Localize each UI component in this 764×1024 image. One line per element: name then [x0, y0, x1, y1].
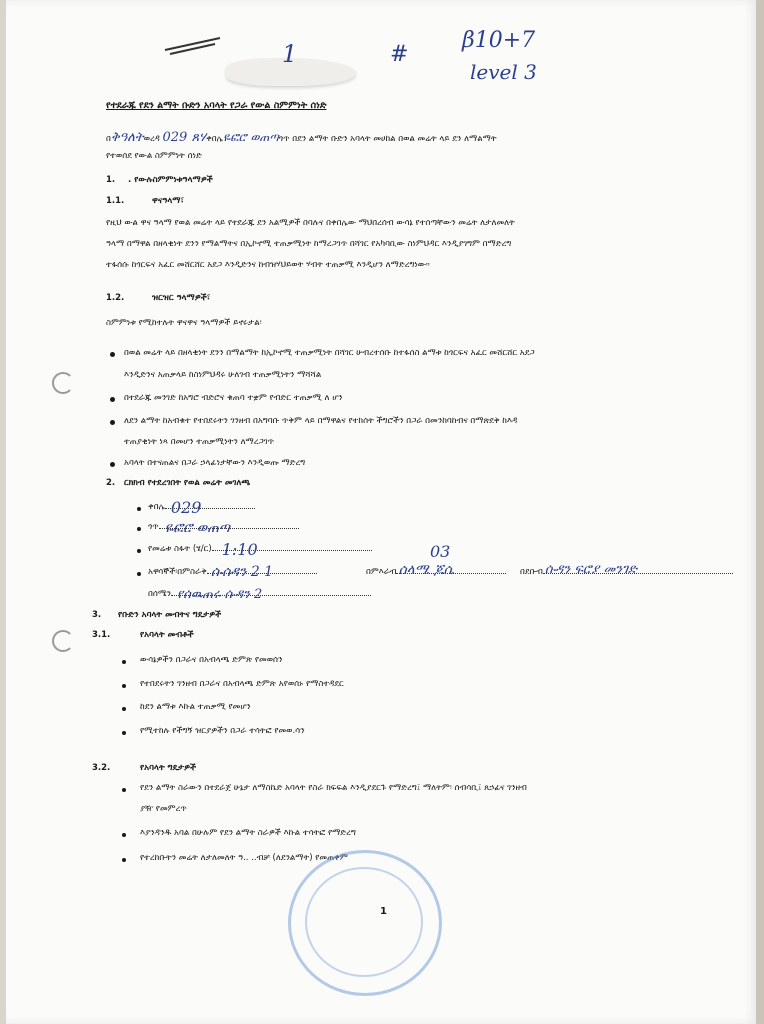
- pen-stroke-mark: [160, 30, 230, 60]
- list-bullet: [110, 352, 115, 357]
- section-3-2-title: የአባላት ግዴታዎች: [140, 763, 197, 773]
- punch-hole: [52, 372, 74, 394]
- paragraph-line: የዚህ ውል ዋና ዓላማ የወል መሬት ላይ የተደራጁ ደን አልሚዎች በባሉና በቀበሌው ማህበረሰብ ውሳኔ የተሰጣቸውን መሬት ለታለመለት: [106, 218, 515, 228]
- list-bullet: [110, 420, 115, 425]
- section-1-2-number: 1.2.: [106, 293, 125, 303]
- section-1-1-number: 1.1.: [106, 196, 125, 206]
- list-bullet: [137, 549, 141, 553]
- handwritten-code: β10+7: [462, 28, 536, 53]
- list-bullet: [122, 731, 126, 735]
- field-south-boundary: በደቡብ ሱዳን ፍሮያ መንገድ: [520, 567, 733, 577]
- section-1-2-intro: ስምምነቱ የሚከተሉት ዋናዋና ዓላማዎች ይኖሩታል፡: [106, 318, 262, 328]
- list-bullet: [137, 572, 141, 576]
- page-number: 1: [380, 906, 387, 917]
- field-east-boundary: አዋሳኞች፡በምስራቅ ሱሰዳን 2 1: [148, 567, 317, 577]
- intro-line-1: በቅዓለትወረዳ 029 ጸሃቀበሌዬፎሮ ወጠጣጎጥ በደን ልማት ቡድን አባላት መሀከል በወል መሬት ላይ ደን ለማልማት: [106, 130, 497, 145]
- paragraph-line: ተፋሰሱ ከጎርፍና አፈር መሸርሸር አደጋ እንዲድንና ከብዝሃህይወት ሃብት ተጠቃሚ እንዲሆን ለማድረግነው።: [106, 260, 430, 270]
- section-3-1-number: 3.1.: [92, 630, 111, 640]
- list-item: በተደራጁ መንገድ ከአግሮ ብድሮና ቁጠባ ተቋም የብድር ተጠቃሚ ለ ሆን: [124, 393, 343, 403]
- field-kebele: ቀበሌ 029: [148, 502, 255, 512]
- list-bullet: [137, 527, 141, 531]
- section-2-number: 2.: [106, 478, 116, 488]
- official-stamp: [288, 850, 442, 996]
- section-3-title: የቡድን አባላት መብትና ግዴታዎች: [118, 610, 222, 620]
- list-item: የሚተከሉ የችግኝ ዝርያዎችን በጋራ ተሳትፎ የመወ.ሳን: [140, 726, 305, 736]
- list-item: ውሳኔዎችን በጋራና በአብላጫ ድምጽ የመወሰን: [140, 655, 283, 665]
- handwritten-level: level 3: [470, 60, 537, 84]
- list-item-continuation: ያዥ የመምረጥ: [140, 804, 187, 814]
- field-west-boundary: በምእራብ ሰላሜ ጆሴ: [366, 567, 506, 577]
- field-size: የመሬቱ ስፋት (ሄ/ር) 1:10: [148, 544, 372, 554]
- list-bullet: [122, 788, 126, 792]
- list-bullet: [122, 858, 126, 862]
- list-item: አባላት በተናጠልና በጋራ ኃላፊነታቸውን እንዲወጡ ማድረግ: [124, 458, 306, 468]
- section-3-2-number: 3.2.: [92, 763, 111, 773]
- list-bullet: [137, 507, 141, 511]
- handwritten-note: 03: [430, 542, 451, 561]
- list-item-continuation: ተጠያቂነት ነጻ በመሆን ተጠቃሚነትን ለማረጋገጥ: [124, 437, 275, 447]
- section-2-title: ርክክብ የተደረገበት የወል መሬት መገለጫ: [124, 478, 251, 488]
- list-item: እያንዳንዱ አባል በሁሉም የደን ልማት ስራዎች እኩል ተሳትፎ የማድረግ: [140, 828, 356, 838]
- section-1-title: . የውሉስምምነቱዓላማዎች: [128, 175, 213, 185]
- list-bullet: [122, 833, 126, 837]
- list-item: በወል መሬት ላይ በዘላቂነት ደንን በማልማት ከኢኮኖሚ ተጠቃሚነት በሻገር ሁብረተሰቡ ከተፋሰስ ልማቱ ከጎርፍና አፈር መሸርሸር አደጋ: [124, 348, 535, 358]
- section-1-1-title: ዋናዓላማ፣: [152, 196, 184, 206]
- handwritten-one: 1: [282, 40, 298, 68]
- list-bullet: [122, 684, 126, 688]
- document-title: የተደራጁ የደን ልማት ቡድን አባላት የጋራ የውል ስምምነት ሰነድ: [106, 100, 327, 111]
- list-bullet: [110, 462, 115, 467]
- list-item: የተረከቡትን መሬት ለታለመለት ዓ.. ..ብቻ (ለደንልማት) የመጠቀም: [140, 853, 348, 863]
- list-bullet: [122, 660, 126, 664]
- list-item-continuation: እንዲድንና አጠቃላይ ከስነምህዳሩ ሁለገብ ተጠቃሚነትን ማሻሻል: [124, 370, 322, 380]
- list-item: ለደን ልማት ከአብቁተ የተበደሩትን ገንዘብ በአግባቡ ጥቅም ላይ በማዋልና የተከሰት ችግሮችን በጋራ በመንከባከብና በማጽደቅ ከእዳ: [124, 416, 518, 426]
- handwritten-hash: #: [390, 42, 409, 67]
- list-item: የተበደሩትን ገንዘብ በጋራና በአብላጫ ድምጽ አየወሰኑ የማስተዳደር: [140, 679, 344, 689]
- intro-line-2: የተወሰደ የውል ስምምነት ሰነድ: [106, 151, 202, 161]
- section-3-1-title: የአባላት መብቶች: [140, 630, 194, 640]
- list-bullet: [110, 397, 115, 402]
- section-1-2-title: ዝርዝር ዓላማዎች፣: [152, 293, 211, 303]
- list-item: ከደን ልማቱ እኩል ተጠቃሚ የመሆን: [140, 702, 251, 712]
- field-got: ጎጥ ዬፎሮ ወጠጣ: [148, 522, 299, 532]
- list-bullet: [122, 707, 126, 711]
- field-north-boundary: በሰሜን የሰዉጠሩ ሱዳን 2: [148, 589, 371, 599]
- punch-hole: [52, 630, 74, 652]
- section-3-number: 3.: [92, 610, 102, 620]
- list-item: የደን ልማት ስራውን በተደራጀ ሁኔታ ለማስኬድ አባላት የስራ ክፍፍል እንዲያደርጉ የማድረግ፤ ማለትም፡ ሰብሳቢ፤ ጸኃፊና ገንዘብ: [140, 783, 527, 793]
- paragraph-line: ዓላማ በማዋል በዘላቂነት ደንን የማልማትና በኢኮኖሚ ተጠቃሚነት ከማረጋገጥ በሻገር የአካባቢው ስነምህዳር እንዲያገግም በማድረግ: [106, 239, 512, 249]
- page-edge: [756, 0, 764, 1024]
- section-1-number: 1.: [106, 175, 116, 185]
